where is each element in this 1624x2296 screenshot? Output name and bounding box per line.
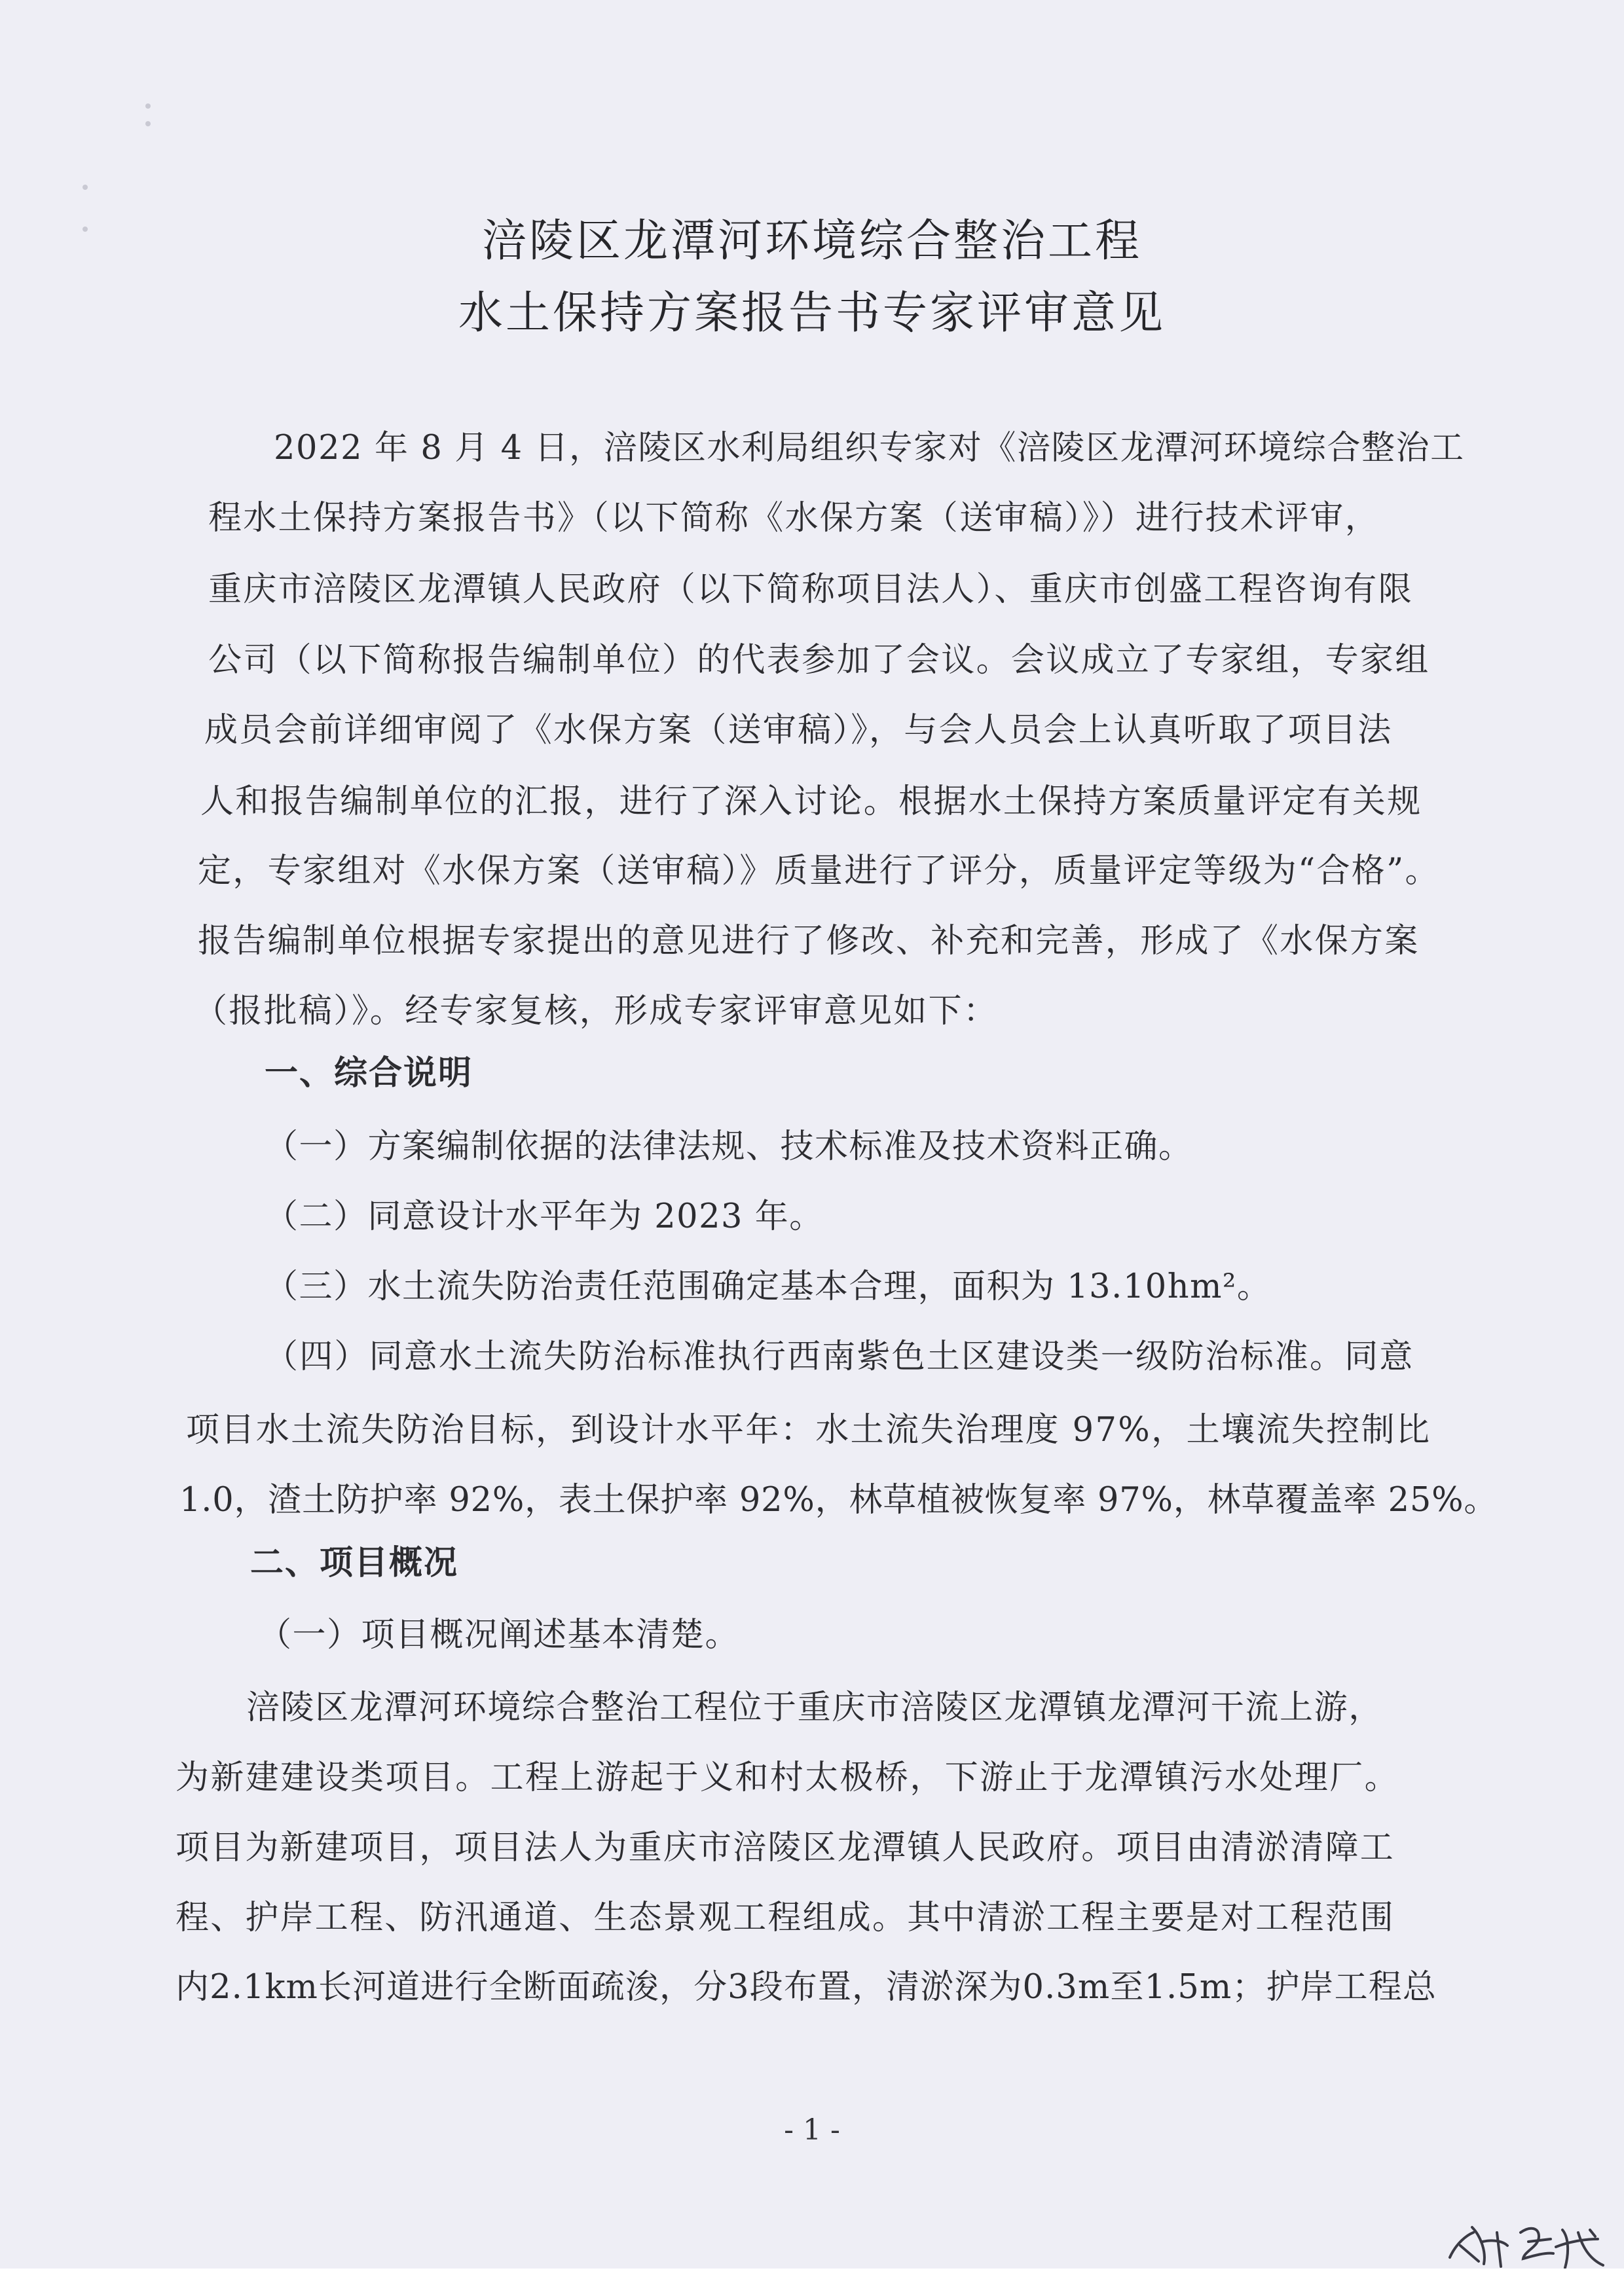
body-line: 程、护岸工程、防汛通道、生态景观工程组成。其中清淤工程主要是对工程范围 (175, 1899, 1395, 1937)
document-title-line-1: 涪陵区龙潭河环境综合整治工程 (481, 215, 1142, 267)
body-line: 程水土保持方案报告书》（以下简称《水保方案（送审稿）》）进行技术评审， (208, 499, 1380, 538)
scan-bottom-margin (0, 2269, 1624, 2296)
body-line: 人和报告编制单位的汇报，进行了深入讨论。根据水土保持方案质量评定有关规 (200, 782, 1422, 821)
handwritten-signature (1441, 2213, 1611, 2272)
body-line: 内2.1km长河道进行全断面疏浚，分3段布置，清淤深为0.3m至1.5m；护岸工程总 (175, 1968, 1437, 2007)
body-line: 项目水土流失防治目标，到设计水平年：水土流失治理度 97%，土壤流失控制比 (186, 1411, 1431, 1449)
body-line: 项目为新建项目，项目法人为重庆市涪陵区龙潭镇人民政府。项目由清淤清障工 (175, 1829, 1395, 1867)
body-line: （二）同意设计水平年为 2023 年。 (265, 1197, 824, 1236)
body-line: 2022 年 8 月 4 日，涪陵区水利局组织专家对《涪陵区龙潭河环境综合整治工 (274, 429, 1465, 467)
body-line: 报告编制单位根据专家提出的意见进行了修改、补充和完善，形成了《水保方案 (198, 922, 1420, 960)
section-heading-1: 一、综合说明 (265, 1053, 473, 1093)
body-line: 公司（以下简称报告编制单位）的代表参加了会议。会议成立了专家组，专家组 (208, 641, 1430, 680)
body-line: 成员会前详细审阅了《水保方案（送审稿）》，与会人员会上认真听取了项目法 (204, 711, 1393, 750)
body-line: 重庆市涪陵区龙潭镇人民政府（以下简称项目法人）、重庆市创盛工程咨询有限 (208, 570, 1414, 609)
body-line: 涪陵区龙潭河环境综合整治工程位于重庆市涪陵区龙潭镇龙潭河干流上游， (246, 1688, 1383, 1727)
body-line: 为新建建设类项目。工程上游起于义和村太极桥，下游止于龙潭镇污水处理厂。 (175, 1758, 1400, 1797)
section-heading-2: 二、项目概况 (250, 1543, 459, 1582)
document-title-line-2: 水土保持方案报告书专家评审意见 (458, 287, 1166, 339)
body-line: 1.0，渣土防护率 92%，表土保护率 92%，林草植被恢复率 97%，林草覆盖率 25%。 (179, 1481, 1498, 1520)
body-line: （三）水土流失防治责任范围确定基本合理，面积为 13.10hm²。 (265, 1267, 1272, 1306)
body-line: （四）同意水土流失防治标准执行西南紫色土区建设类一级防治标准。同意 (265, 1338, 1414, 1376)
punch-hole-mark (145, 103, 151, 109)
body-line: 定，专家组对《水保方案（送审稿）》质量进行了评分，质量评定等级为“合格”。 (198, 852, 1440, 890)
body-line: （一）方案编制依据的法律法规、技术标准及技术资料正确。 (265, 1127, 1193, 1166)
body-line: （一）项目概况阐述基本清楚。 (258, 1616, 740, 1654)
page-number: - 1 - (784, 2113, 840, 2147)
punch-hole-mark (83, 185, 88, 190)
punch-hole-mark (145, 121, 151, 126)
body-line: （报批稿）》。经专家复核，形成专家评审意见如下： (194, 992, 999, 1030)
